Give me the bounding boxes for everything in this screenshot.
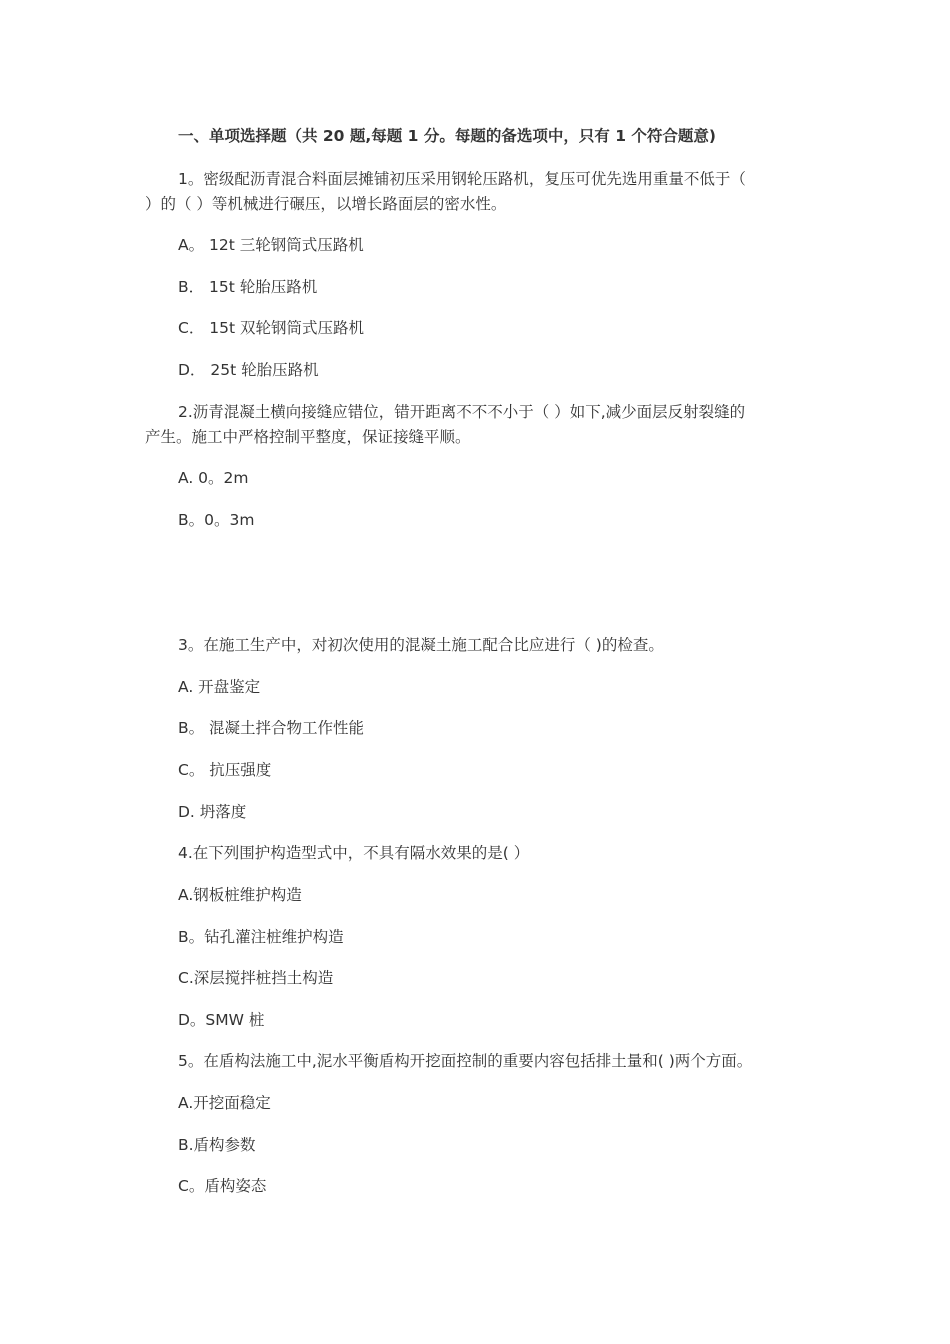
- question-3-option-d: D. 坍落度: [178, 803, 247, 821]
- question-1-option-c: C． 15t 双轮钢筒式压路机: [178, 319, 364, 337]
- section-heading: 一、单项选择题（共 20 题,每题 1 分。每题的备选项中，只有 1 个符合题意): [178, 127, 716, 145]
- question-2-stem-line-1: 2.沥青混凝土横向接缝应错位，错开距离不不不小于（ ）如下,减少面层反射裂缝的: [178, 403, 746, 421]
- question-5-option-c: C。盾构姿态: [178, 1177, 267, 1195]
- question-1-stem-line-1: 1。密级配沥青混合料面层摊铺初压采用钢轮压路机，复压可优先选用重量不低于（: [178, 170, 746, 188]
- question-3-option-c: C。 抗压强度: [178, 761, 272, 779]
- question-5-option-b: B.盾构参数: [178, 1136, 256, 1154]
- question-4-stem: 4.在下列围护构造型式中，不具有隔水效果的是( ）: [178, 844, 530, 862]
- question-4-option-c: C.深层搅拌桩挡土构造: [178, 969, 334, 987]
- question-2-stem-line-2: 产生。施工中严格控制平整度，保证接缝平顺。: [145, 428, 471, 446]
- question-3-option-a: A. 开盘鉴定: [178, 678, 261, 696]
- question-4-option-b: B。钻孔灌注桩维护构造: [178, 928, 344, 946]
- question-1-option-d: D． 25t 轮胎压路机: [178, 361, 319, 379]
- question-3-option-b: B。 混凝土拌合物工作性能: [178, 719, 365, 737]
- question-5-stem: 5。在盾构法施工中,泥水平衡盾构开挖面控制的重要内容包括排土量和( )两个方面。: [178, 1052, 753, 1070]
- question-4-option-d: D。SMW 桩: [178, 1011, 265, 1029]
- question-5-option-a: A.开挖面稳定: [178, 1094, 271, 1112]
- question-1-stem-line-2: ）的（ ）等机械进行碾压，以增长路面层的密水性。: [145, 195, 507, 213]
- question-4-option-a: A.钢板桩维护构造: [178, 886, 302, 904]
- question-2-option-b: B。0。3m: [178, 511, 255, 529]
- question-1-option-a: A。 12t 三轮钢筒式压路机: [178, 236, 364, 254]
- question-2-option-a: A. 0。2m: [178, 469, 249, 487]
- question-3-stem: 3。在施工生产中，对初次使用的混凝土施工配合比应进行（ )的检查。: [178, 636, 664, 654]
- question-1-option-b: B． 15t 轮胎压路机: [178, 278, 318, 296]
